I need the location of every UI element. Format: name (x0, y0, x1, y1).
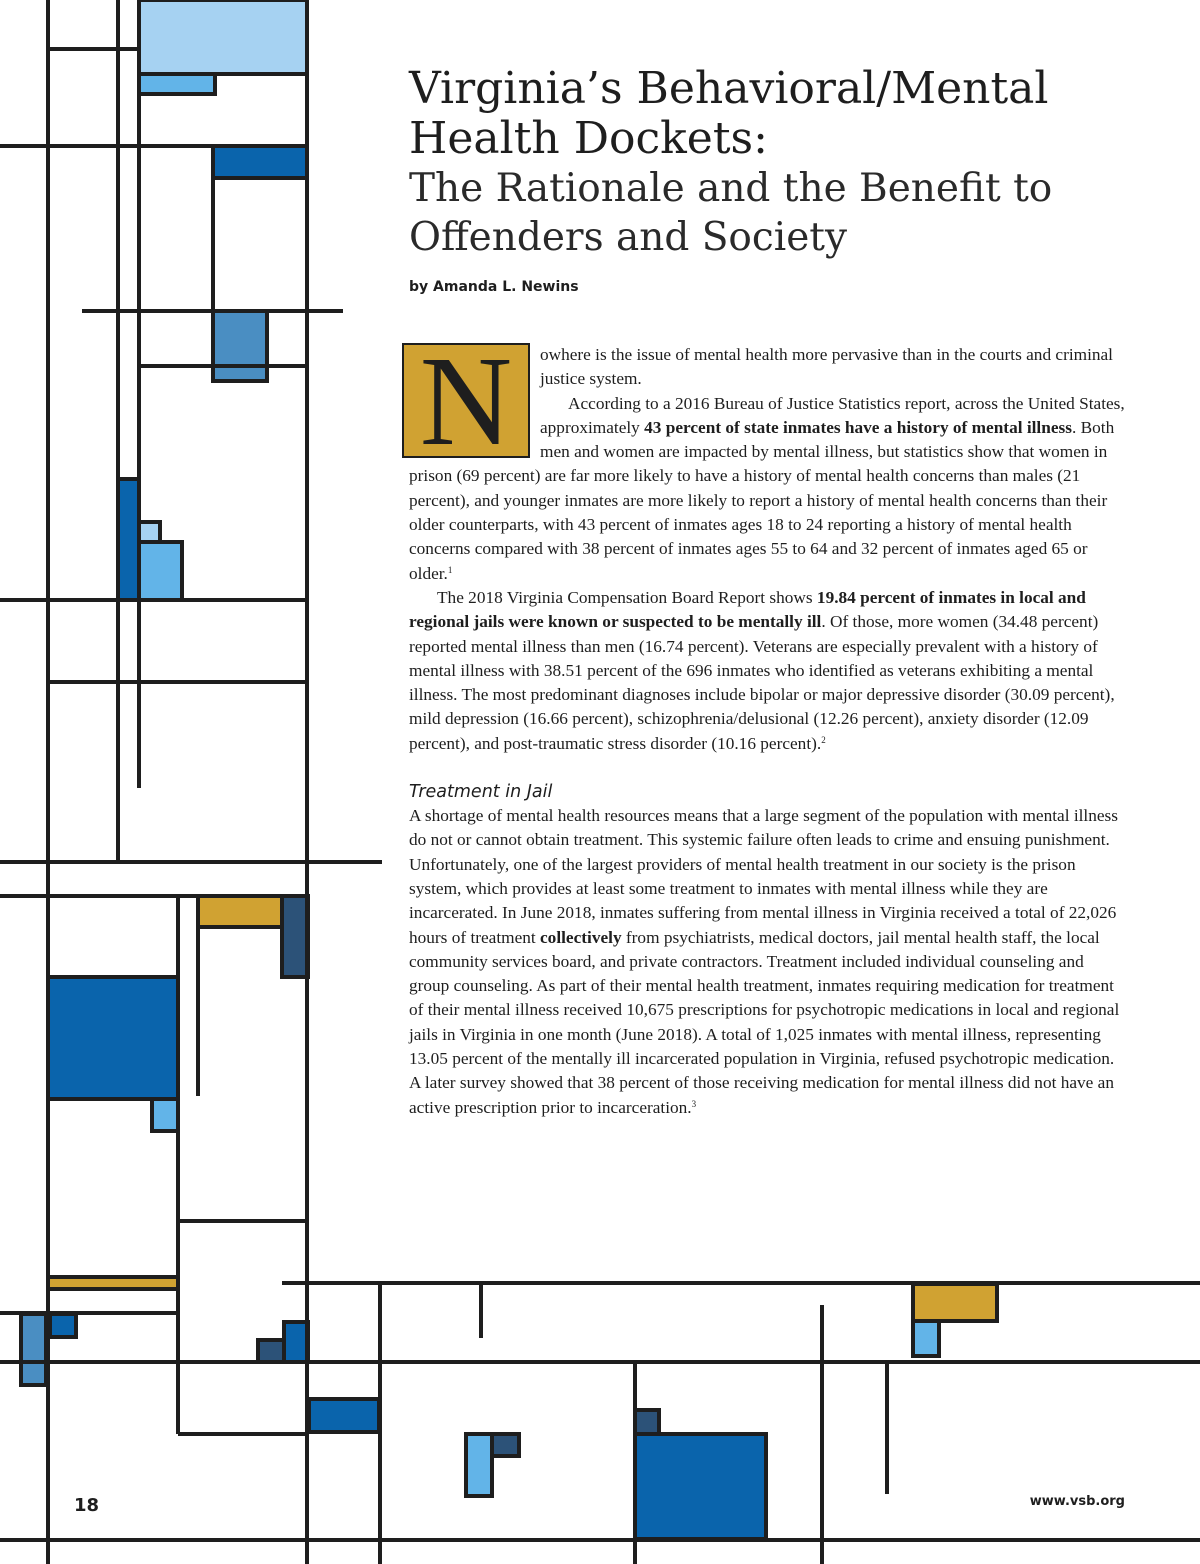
highlight-43-percent: 43 percent of state inmates have a history of mental illness (644, 417, 1072, 437)
paragraph-bjs-statistics: According to a 2016 Bureau of Justice Statistics report, across the United States, approximately 43 percent of state inmates have a history of mental illness. Both men and women are impacted by mental illness, but statistics show that women in prison (69 percent) are far more likely to have a history of mental health concerns than males (21 percent), and younger inmates are more likely to report a history of mental health concerns than their older counterparts, with 43 percent of inmates ages 18 to 24 reporting a history of mental health concerns compared with 38 percent of inmates ages 55 to 64 and 32 percent of inmates aged 65 or older.$^1$ (409, 393, 1125, 583)
author-byline: by Amanda L. Newins (409, 279, 579, 295)
highlight-19-84-percent: 19.84 percent of inmates in local and regional jails were known or suspected to be mentally ill (409, 587, 1086, 632)
article-subtitle: The Rationale and the Benefit to Offenders and Society (409, 166, 1053, 260)
highlight-collectively: collectively (540, 927, 622, 947)
paragraph-compensation-board: The 2018 Virginia Compensation Board Report shows 19.84 percent of inmates in local and regional jails were known or suspected to be mentally ill. Of those, more women (34.48 percent) reported mental illness than men (16.74 percent). Veterans are especially prevalent with a history of mental illness with 38.51 percent of the 696 inmates who identified as veterans exhibiting a mental illness. The most predominant diagnoses include bipolar or major depressive disorder (30.09 percent), mild depression (16.66 percent), schizophrenia/delusional (12.26 percent), anxiety disorder (12.09 percent), and post-traumatic stress disorder (10.16 percent).$^2$ (409, 587, 1115, 753)
website-url: www.vsb.org (1029, 1494, 1125, 1509)
page-number: 18 (74, 1495, 100, 1516)
paragraph-treatment-in-jail: A shortage of mental health resources means that a large segment of the population with mental illness do not or cannot obtain treatment. This systemic failure often leads to crime and ensuing punishment. Unfortunately, one of the largest providers of mental health treatment in our society is the prison system, which provides at least some treatment to inmates with mental illness while they are incarcerated. In June 2018, inmates suffering from mental illness in Virginia received a total of 22,026 hours of treatment collectively from psychiatrists, medical doctors, jail mental health staff, the local community services board, and private contractors. Treatment included individual counseling and group counseling. As part of their mental health treatment, inmates requiring medication for treatment of their mental illness received 10,675 prescriptions for psychotropic medications in local and regional jails in Virginia in one month (June 2018). A total of 1,025 inmates with mental illness, representing 13.05 percent of the mentally ill incarcerated population in Virginia, refused psychotropic medication. A later survey showed that 38 percent of those receiving medication for mental illness did not have an active prescription prior to incarceration.$^3$ (409, 806, 1120, 1117)
article-title-main: Virginia’s Behavioral/Mental Health Dockets: (409, 63, 1049, 164)
section-heading-treatment: Treatment in Jail (409, 782, 553, 803)
footnote-ref-3: 3 (691, 1098, 697, 1109)
footnote-ref-2: 2 (821, 734, 826, 745)
drop-cap: N (402, 343, 530, 458)
article-title (409, 64, 1129, 262)
article-body (409, 330, 1125, 1120)
footnote-ref-1: 1 (447, 564, 453, 575)
paragraph-intro-text: owhere is the issue of mental health more pervasive than in the courts and criminal justice system. (540, 345, 1113, 389)
